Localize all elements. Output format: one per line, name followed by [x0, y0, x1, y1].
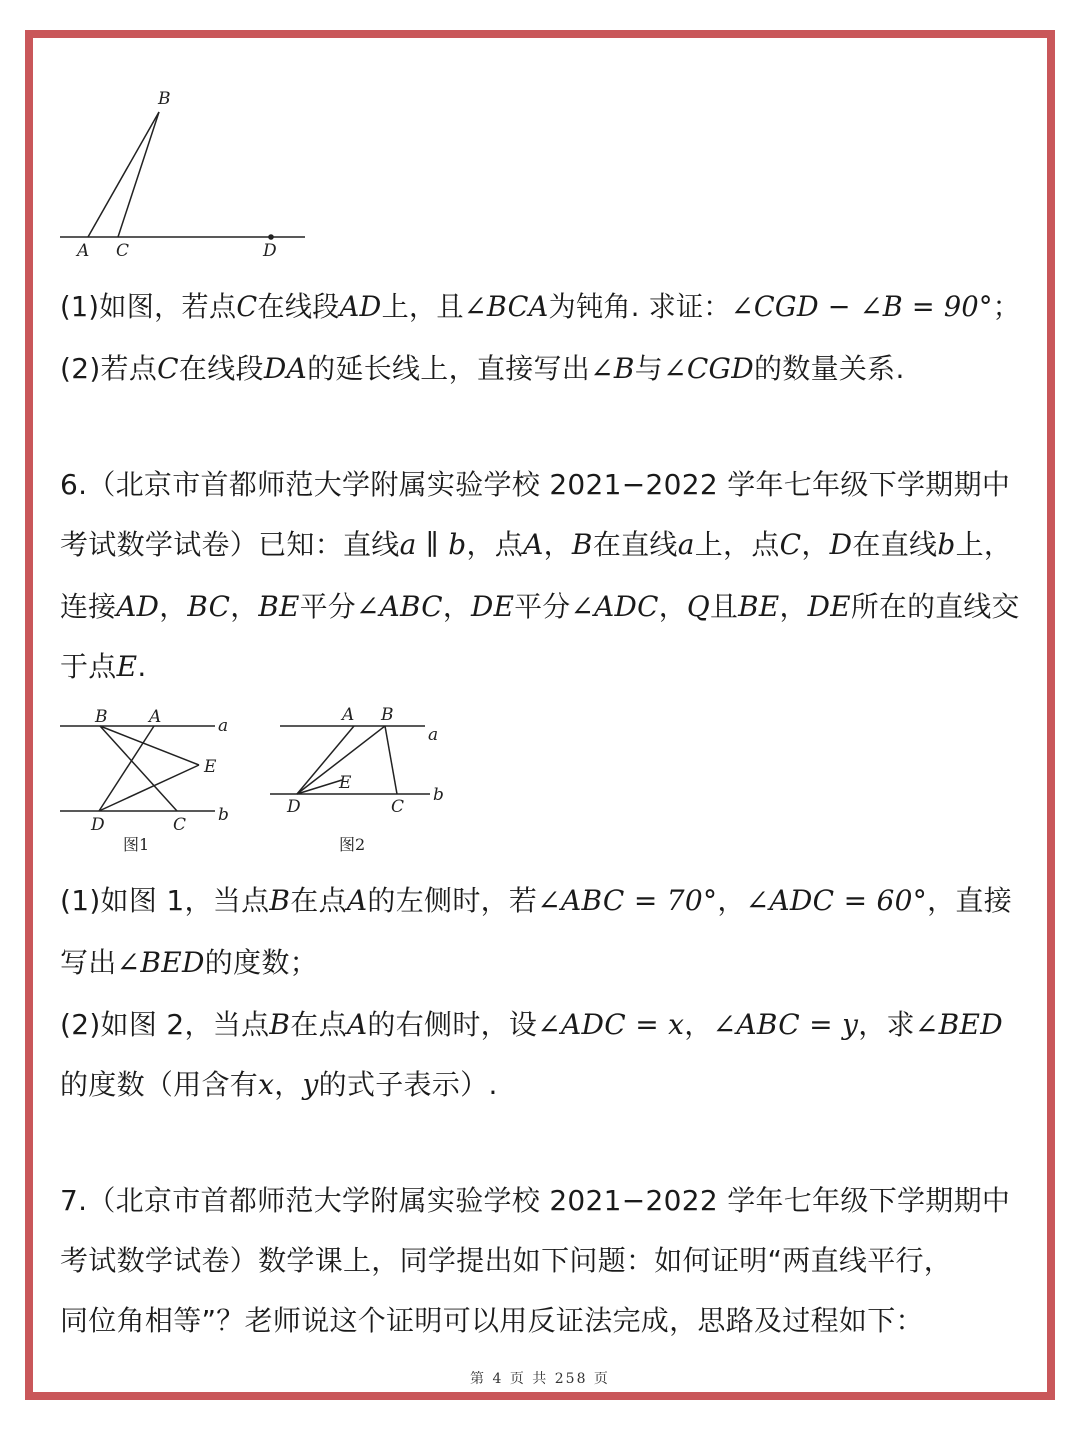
- figure-q6-2: [265, 700, 465, 860]
- q6-part2-line1: (2)如图 2，当点B在点A的右侧时，设∠ADC = x，∠ABC = y，求∠BED: [60, 1008, 1003, 1041]
- label-E: E: [339, 773, 352, 793]
- page-footer: 第 4 页 共 258 页: [470, 1371, 610, 1387]
- q6-stem-line4: 于点E.: [60, 650, 147, 683]
- caption-fig1: 图1: [123, 835, 150, 854]
- q6-part1-line2: 写出∠BED的度数；: [60, 946, 318, 979]
- label-a: a: [218, 716, 229, 736]
- label-b: b: [218, 805, 229, 825]
- figure-q5: [55, 85, 315, 265]
- label-C: C: [116, 241, 130, 261]
- label-A: A: [149, 707, 162, 727]
- label-D: D: [287, 797, 301, 817]
- label-D: D: [91, 815, 105, 835]
- q7-stem-line1: 7.（北京市首都师范大学附属实验学校 2021−2022 学年七年级下学期期中: [60, 1184, 1011, 1217]
- q5-part1: (1)如图，若点C在线段AD上，且∠BCA为钝角. 求证：∠CGD − ∠B = 90°；: [60, 290, 1021, 323]
- label-A: A: [342, 705, 355, 725]
- q6-stem-line1: 6.（北京市首都师范大学附属实验学校 2021−2022 学年七年级下学期期中: [60, 468, 1011, 501]
- q6-stem-line3: 连接AD，BC，BE平分∠ABC，DE平分∠ADC，Q且BE，DE所在的直线交: [60, 590, 1020, 623]
- q6-part1-line1: (1)如图 1，当点B在点A的左侧时，若∠ABC = 70°，∠ADC = 60°，直接: [60, 884, 1012, 917]
- label-E: E: [204, 757, 217, 777]
- label-B: B: [95, 707, 108, 727]
- q6-part2-line2: 的度数（用含有x，y的式子表示）.: [60, 1068, 498, 1101]
- label-C: C: [391, 797, 405, 817]
- q7-stem-line3: 同位角相等”？老师说这个证明可以用反证法完成，思路及过程如下：: [60, 1304, 924, 1337]
- q7-stem-line2: 考试数学试卷）数学课上，同学提出如下问题：如何证明“两直线平行，: [60, 1244, 953, 1277]
- label-b: b: [433, 785, 444, 805]
- q6-stem-line2: 考试数学试卷）已知：直线a ∥ b，点A，B在直线a上，点C，D在直线b上，: [60, 528, 1013, 561]
- label-B: B: [381, 705, 394, 725]
- label-a: a: [428, 725, 439, 745]
- label-C: C: [173, 815, 187, 835]
- caption-fig2: 图2: [339, 835, 366, 854]
- label-B: B: [158, 89, 171, 109]
- figure-q6-1: [55, 700, 245, 860]
- q5-part2: (2)若点C在线段DA的延长线上，直接写出∠B与∠CGD的数量关系.: [60, 352, 905, 385]
- label-D: D: [263, 241, 277, 261]
- label-A: A: [77, 241, 90, 261]
